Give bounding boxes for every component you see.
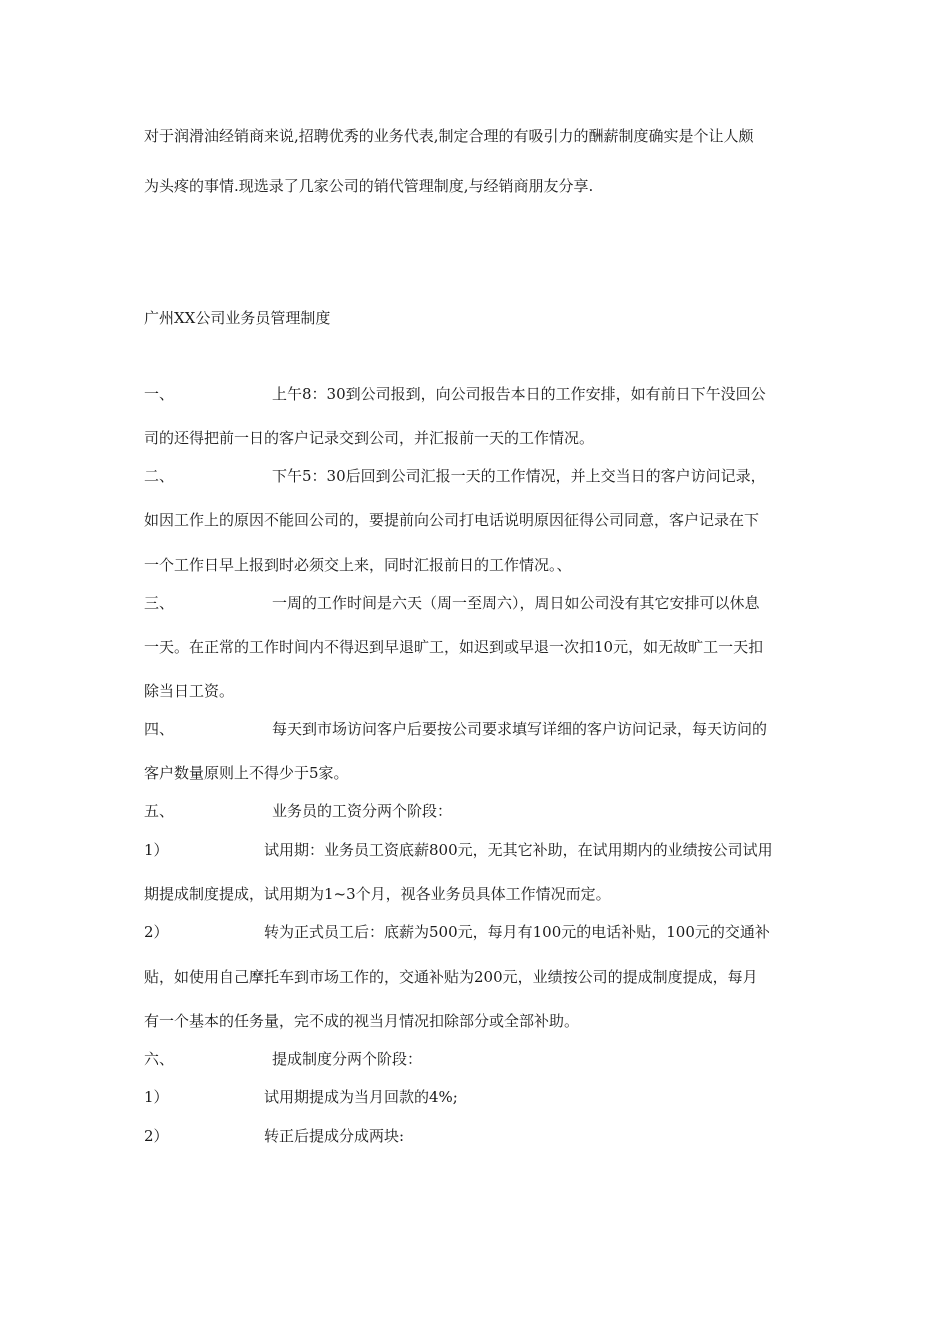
item-continuation: 如因工作上的原因不能回公司的，要提前向公司打电话说明原因征得公司同意，客户记录在下	[144, 511, 760, 529]
item-continuation: 客户数量原则上不得少于5家。	[144, 764, 349, 782]
item-continuation: 贴，如使用自己摩托车到市场工作的，交通补贴为200元，业绩按公司的提成制度提成，每月	[144, 968, 758, 986]
item-text: 业务员的工资分两个阶段：	[272, 802, 453, 820]
subitem-text: 试用期提成为当月回款的4%;	[264, 1088, 458, 1106]
subitem-number: 2）	[144, 1127, 169, 1145]
item-continuation: 司的还得把前一日的客户记录交到公司，并汇报前一天的工作情况。	[144, 429, 595, 447]
item-number: 五、	[144, 802, 175, 820]
item-text: 下午5：30后回到公司汇报一天的工作情况，并上交当日的客户访问记录，	[272, 467, 766, 485]
item-text: 提成制度分两个阶段：	[272, 1050, 423, 1068]
item-continuation: 一个工作日早上报到时必须交上来，同时汇报前日的工作情况。、	[144, 556, 572, 574]
item-number: 二、	[144, 467, 175, 485]
item-number: 一、	[144, 385, 175, 403]
item-number: 三、	[144, 594, 175, 612]
item-number: 四、	[144, 720, 175, 738]
item-text: 上午8：30到公司报到，向公司报告本日的工作安排，如有前日下午没回公	[272, 385, 766, 403]
document-title: 广州XX公司业务员管理制度	[144, 309, 331, 327]
item-continuation: 除当日工资。	[144, 682, 235, 700]
subitem-number: 1）	[144, 841, 169, 859]
subitem-text: 试用期：业务员工资底薪800元，无其它补助，在试用期内的业绩按公司试用	[264, 841, 773, 859]
intro-line-1: 对于润滑油经销商来说,招聘优秀的业务代表,制定合理的有吸引力的酬薪制度确实是个让人颇	[144, 127, 754, 145]
item-continuation: 有一个基本的任务量，完不成的视当月情况扣除部分或全部补助。	[144, 1012, 580, 1030]
item-text: 每天到市场访问客户后要按公司要求填写详细的客户访问记录，每天访问的	[272, 720, 768, 738]
subitem-number: 1）	[144, 1088, 169, 1106]
item-continuation: 期提成制度提成，试用期为1~3个月，视各业务员具体工作情况而定。	[144, 885, 611, 903]
intro-line-2: 为头疼的事情.现选录了几家公司的销代管理制度,与经销商朋友分享.	[144, 177, 594, 195]
item-continuation: 一天。在正常的工作时间内不得迟到早退旷工，如迟到或早退一次扣10元，如无故旷工一天扣	[144, 638, 764, 656]
subitem-text: 转正后提成分成两块:	[264, 1127, 405, 1145]
subitem-text: 转为正式员工后：底薪为500元，每月有100元的电话补贴，100元的交通补	[264, 923, 770, 941]
item-number: 六、	[144, 1050, 175, 1068]
subitem-number: 2）	[144, 923, 169, 941]
item-text: 一周的工作时间是六天（周一至周六），周日如公司没有其它安排可以休息	[272, 594, 760, 612]
